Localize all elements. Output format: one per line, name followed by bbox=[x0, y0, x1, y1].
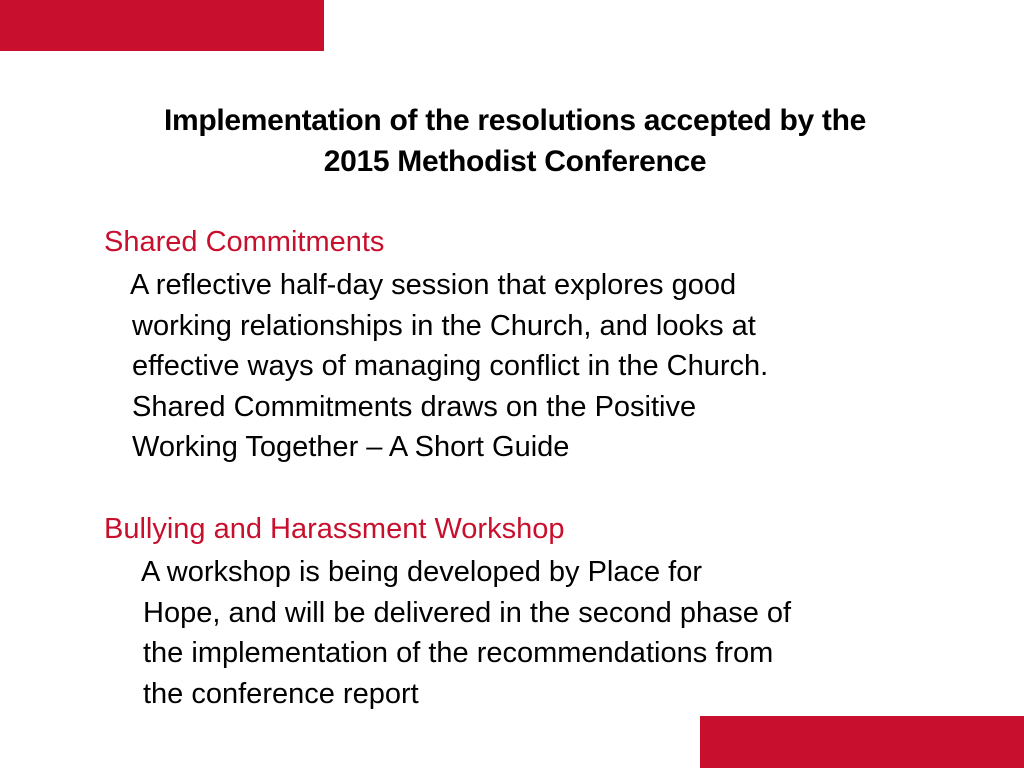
section-heading-shared-commitments: Shared Commitments bbox=[104, 226, 385, 258]
section-body-shared-commitments bbox=[132, 265, 768, 468]
section-heading-bullying-workshop: Bullying and Harassment Workshop bbox=[104, 513, 565, 545]
bottom-accent-bar bbox=[700, 716, 1024, 768]
top-accent-bar bbox=[0, 0, 324, 51]
body-line: A reflective half-day session that explores good bbox=[130, 269, 737, 301]
slide-title bbox=[60, 100, 970, 182]
body-line: Hope, and will be delivered in the second phase of bbox=[143, 596, 792, 629]
body-line: the implementation of the recommendations from bbox=[143, 637, 774, 669]
slide-title-line-2: 2015 Methodist Conference bbox=[323, 145, 707, 178]
body-line: Working Together – A Short Guide bbox=[132, 431, 570, 463]
body-line: Shared Commitments draws on the Positive bbox=[132, 390, 697, 423]
section-body-bullying-workshop bbox=[143, 552, 791, 714]
body-line: A workshop is being developed by Place for bbox=[141, 556, 703, 588]
body-line: effective ways of managing conflict in the Church. bbox=[132, 350, 769, 382]
body-line: the conference report bbox=[143, 677, 419, 710]
body-line: working relationships in the Church, and looks at bbox=[132, 309, 756, 342]
slide-title-line-1: Implementation of the resolutions accepted by the bbox=[163, 104, 867, 137]
